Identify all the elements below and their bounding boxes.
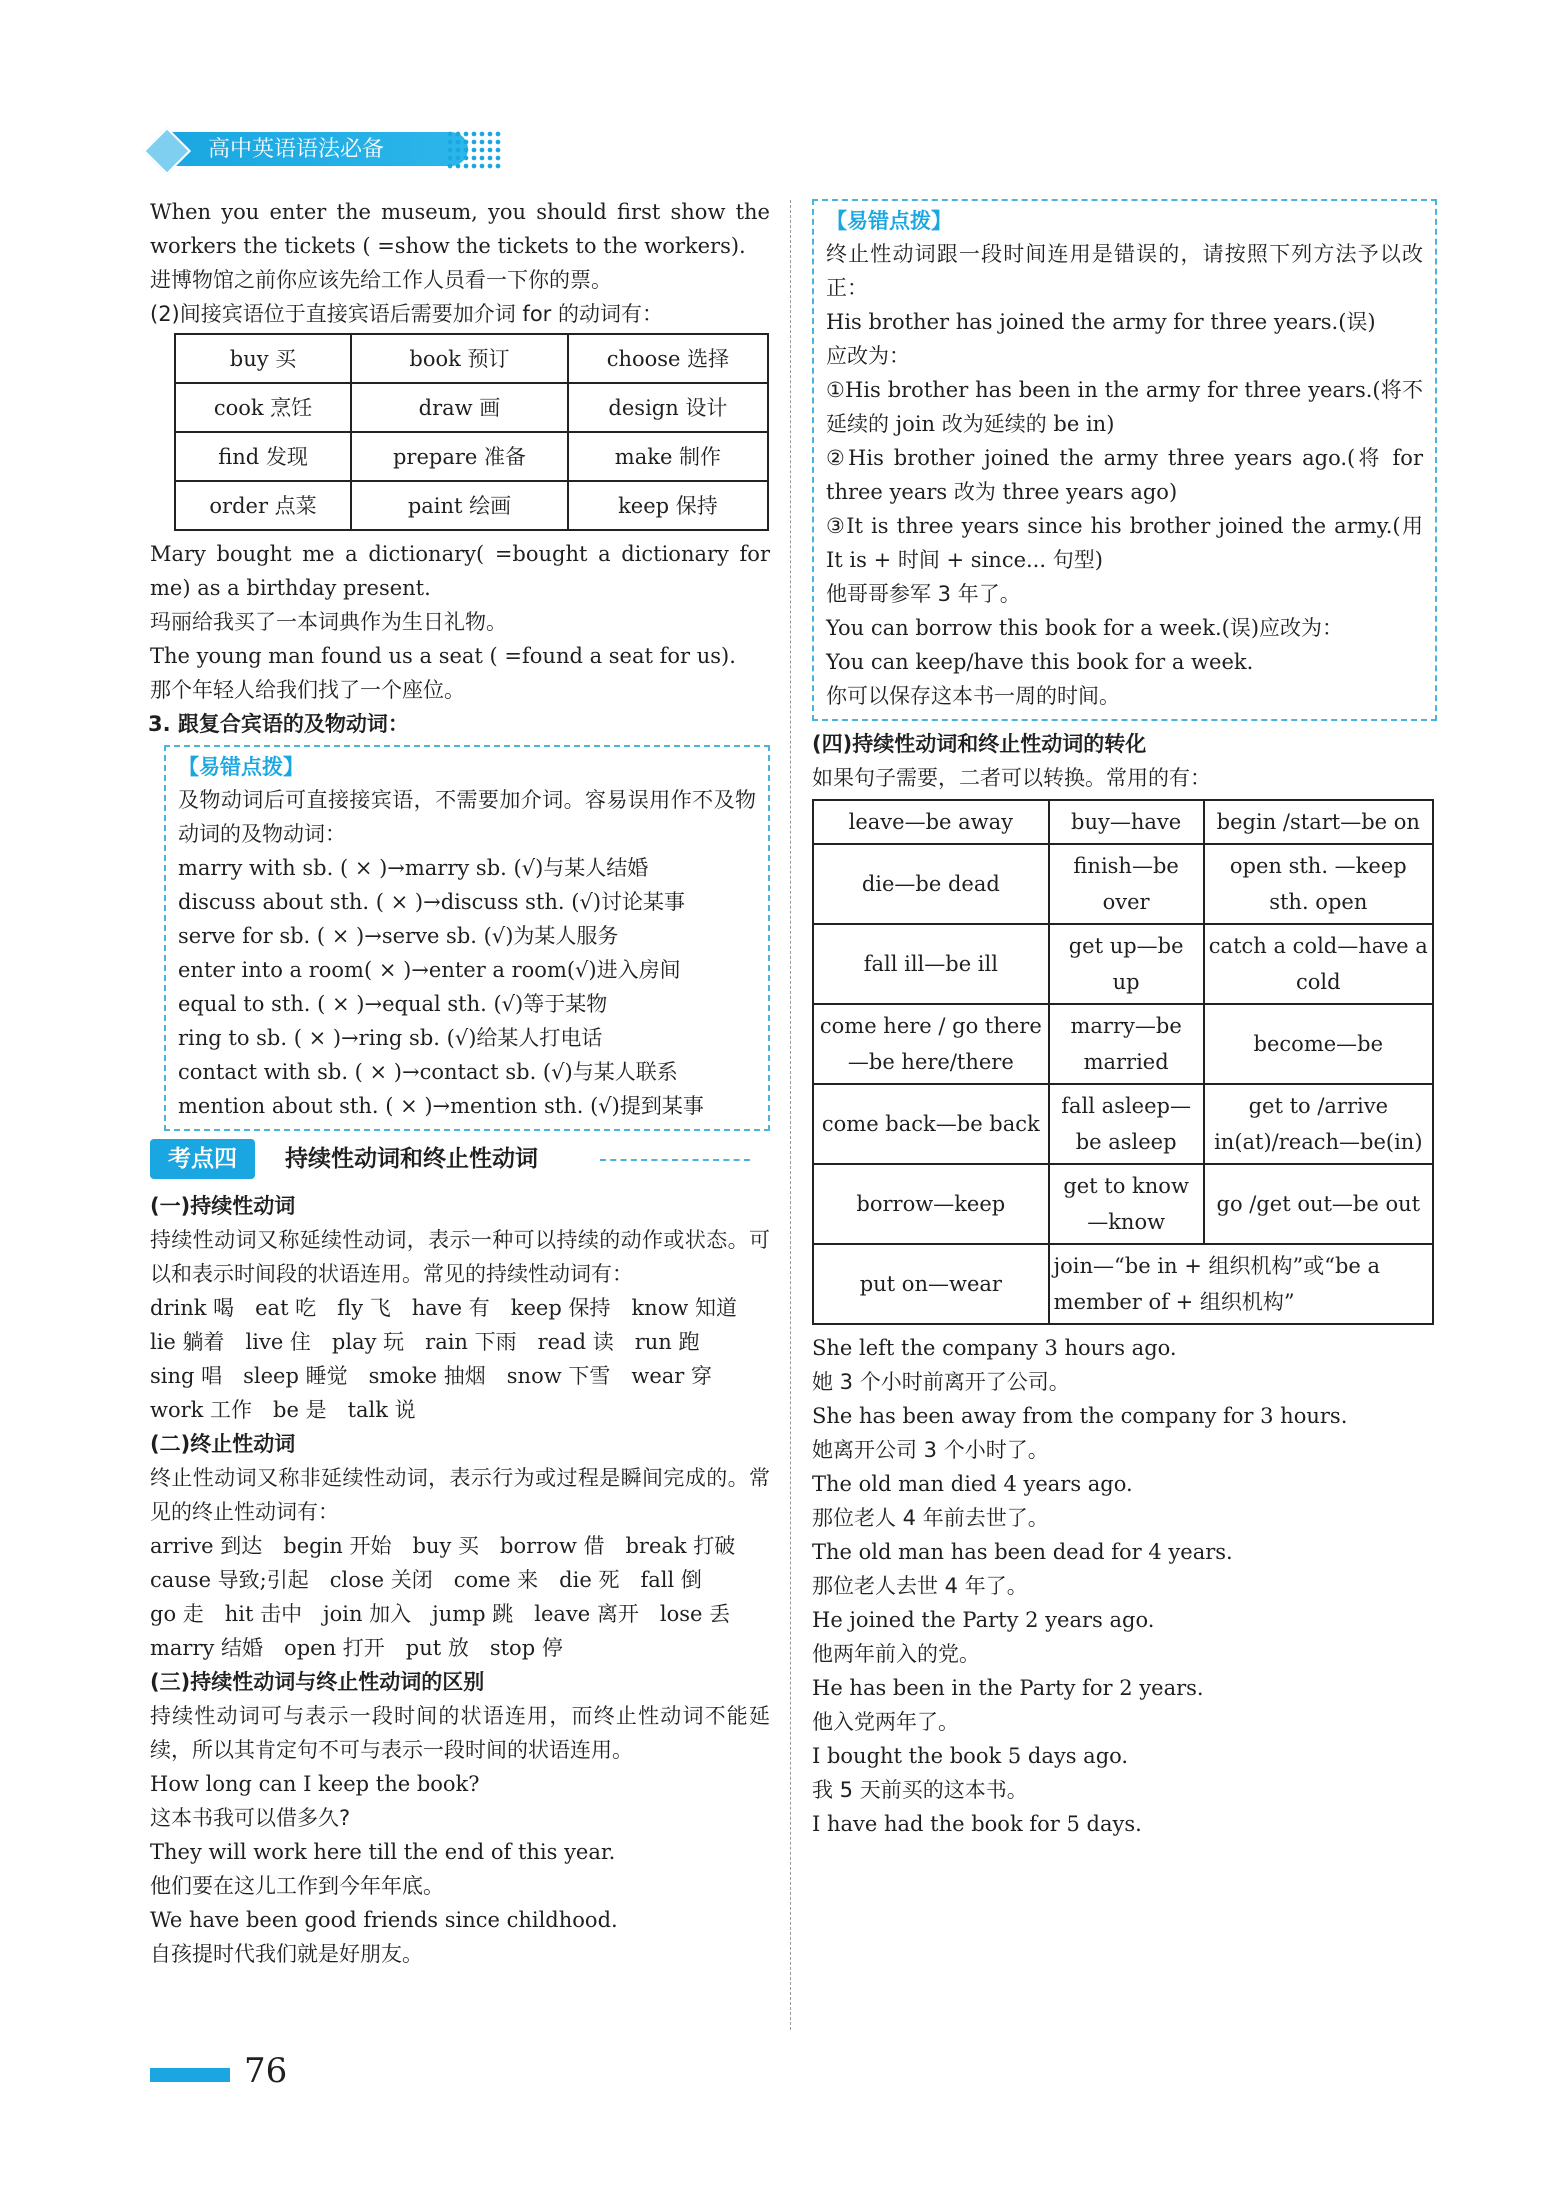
tip-line: marry with sb. ( × )→marry sb. (√)与某人结婚 xyxy=(178,856,649,880)
kaodian-title: 持续性动词和终止性动词 xyxy=(285,1146,538,1172)
kaodian-header xyxy=(150,1137,770,1181)
table-cell: buy—have xyxy=(1049,800,1204,844)
for-verbs-heading: (2)间接宾语位于直接宾语后需要加介词 for 的动词有： xyxy=(150,302,663,326)
example-en: She left the company 3 hours ago. xyxy=(812,1336,1177,1360)
intro-cn: 进博物馆之前你应该先给工作人员看一下你的票。 xyxy=(150,268,612,292)
example-cn: 那位老人去世 4 年了。 xyxy=(812,1574,1028,1598)
tip-line: contact with sb. ( × )→contact sb. (√)与某人联系 xyxy=(178,1060,678,1084)
right-column xyxy=(812,195,1437,1841)
subsection-desc: 持续性动词又称延续性动词，表示一种可以持续的动作或状态。可以和表示时间段的状语连用。常见的持续性动词有： xyxy=(150,1228,770,1286)
table-row xyxy=(813,1004,1433,1084)
example-en: The old man has been dead for 4 years. xyxy=(812,1540,1233,1564)
table-cell: cook 烹饪 xyxy=(175,383,351,432)
example-en: The young man found us a seat ( =found a seat for us). xyxy=(150,644,736,668)
example-cn: 那个年轻人给我们找了一个座位。 xyxy=(150,678,465,702)
page-header xyxy=(150,128,505,172)
section-3-title: 3. 跟复合宾语的及物动词： xyxy=(148,712,409,736)
subsection-title: (三)持续性动词与终止性动词的区别 xyxy=(150,1670,485,1694)
table-cell: get to know—know xyxy=(1049,1164,1204,1244)
tip-line: His brother has joined the army for three years.(误) xyxy=(826,310,1376,334)
dot-pattern-icon xyxy=(446,130,502,170)
tip-line: 他哥哥参军 3 年了。 xyxy=(826,582,1021,606)
tip-line: You can borrow this book for a week.(误)应改为： xyxy=(826,616,1344,640)
tip-line: ②His brother joined the army three years ago.(将 for three years 改为 three years ago) xyxy=(826,446,1423,504)
footer-bar xyxy=(150,2068,230,2082)
example-cn: 她离开公司 3 个小时了。 xyxy=(812,1438,1049,1462)
example-en: He joined the Party 2 years ago. xyxy=(812,1608,1155,1632)
subsection-title: (二)终止性动词 xyxy=(150,1432,296,1456)
table-row xyxy=(175,432,768,481)
table-row xyxy=(813,800,1433,844)
conversion-table xyxy=(812,799,1434,1325)
tip-line: You can keep/have this book for a week. xyxy=(826,650,1254,674)
word-line: drink 喝 eat 吃 fly 飞 have 有 keep 保持 know 知道 xyxy=(150,1296,737,1320)
tip-title: 【易错点拨】 xyxy=(178,755,304,779)
table-row xyxy=(813,1084,1433,1164)
table-cell: make 制作 xyxy=(568,432,768,481)
dashed-rule xyxy=(600,1159,750,1161)
subsection-desc: 如果句子需要，二者可以转换。常用的有： xyxy=(812,766,1211,790)
table-cell: buy 买 xyxy=(175,334,351,383)
table-cell: catch a cold—have a cold xyxy=(1204,924,1433,1004)
column-divider xyxy=(790,200,791,2030)
example-cn: 那位老人 4 年前去世了。 xyxy=(812,1506,1049,1530)
example-cn: 他入党两年了。 xyxy=(812,1710,959,1734)
table-row xyxy=(813,924,1433,1004)
intro-en: When you enter the museum, you should first show the workers the tickets ( =show the tickets to the workers). xyxy=(150,200,770,258)
page-number: 76 xyxy=(244,2051,288,2091)
tip-line: serve for sb. ( × )→serve sb. (√)为某人服务 xyxy=(178,924,619,948)
word-line: cause 导致;引起 close 关闭 come 来 die 死 fall 倒 xyxy=(150,1568,702,1592)
table-cell: become—be xyxy=(1204,1004,1433,1084)
table-cell: paint 绘画 xyxy=(351,481,568,530)
table-cell: put on—wear xyxy=(813,1244,1049,1324)
table-cell: join—“be in + 组织机构”或“be a member of + 组织机构” xyxy=(1049,1244,1433,1324)
word-line: lie 躺着 live 住 play 玩 rain 下雨 read 读 run 跑 xyxy=(150,1330,700,1354)
word-line: arrive 到达 begin 开始 buy 买 borrow 借 break 打破 xyxy=(150,1534,736,1558)
subsection-desc: 终止性动词又称非延续性动词，表示行为或过程是瞬间完成的。常见的终止性动词有： xyxy=(150,1466,770,1524)
tip-line: 你可以保存这本书一周的时间。 xyxy=(826,684,1120,708)
table-cell: open sth. —keep sth. open xyxy=(1204,844,1433,924)
tip-box xyxy=(812,199,1437,721)
table-row xyxy=(813,1244,1433,1324)
table-cell: marry—be married xyxy=(1049,1004,1204,1084)
for-verbs-table xyxy=(174,333,769,531)
table-cell: prepare 准备 xyxy=(351,432,568,481)
table-cell: leave—be away xyxy=(813,800,1049,844)
example-cn: 他们要在这儿工作到今年年底。 xyxy=(150,1874,444,1898)
book-title: 高中英语语法必备 xyxy=(208,137,385,162)
example-en: She has been away from the company for 3 hours. xyxy=(812,1404,1348,1428)
table-cell: get to /arrive in(at)/reach—be(in) xyxy=(1204,1084,1433,1164)
word-line: go 走 hit 击中 join 加入 jump 跳 leave 离开 lose 丢 xyxy=(150,1602,731,1626)
table-row xyxy=(813,1164,1433,1244)
table-row xyxy=(813,844,1433,924)
left-column xyxy=(150,195,770,1971)
subsection-desc: 持续性动词可与表示一段时间的状语连用，而终止性动词不能延续，所以其肯定句不可与表示一段时间的状语连用。 xyxy=(150,1704,770,1762)
kaodian-badge: 考点四 xyxy=(150,1139,255,1179)
table-cell: begin /start—be on xyxy=(1204,800,1433,844)
example-en: He has been in the Party for 2 years. xyxy=(812,1676,1204,1700)
subsection-title: (四)持续性动词和终止性动词的转化 xyxy=(812,732,1147,756)
tip-box xyxy=(164,745,770,1131)
word-line: marry 结婚 open 打开 put 放 stop 停 xyxy=(150,1636,563,1660)
example-en: I bought the book 5 days ago. xyxy=(812,1744,1129,1768)
example-en: The old man died 4 years ago. xyxy=(812,1472,1133,1496)
table-cell: come here / go there—be here/there xyxy=(813,1004,1049,1084)
word-line: sing 唱 sleep 睡觉 smoke 抽烟 snow 下雪 wear 穿 xyxy=(150,1364,712,1388)
example-cn: 他两年前入的党。 xyxy=(812,1642,980,1666)
tip-line: equal to sth. ( × )→equal sth. (√)等于某物 xyxy=(178,992,608,1016)
example-en: Mary bought me a dictionary( =bought a dictionary for me) as a birthday present. xyxy=(150,542,770,600)
tip-title: 【易错点拨】 xyxy=(826,209,952,233)
tip-line: ①His brother has been in the army for three years.(将不延续的 join 改为延续的 be in) xyxy=(826,378,1423,436)
table-row xyxy=(175,481,768,530)
example-cn: 她 3 个小时前离开了公司。 xyxy=(812,1370,1070,1394)
table-cell: draw 画 xyxy=(351,383,568,432)
table-cell: borrow—keep xyxy=(813,1164,1049,1244)
tip-line: 应改为： xyxy=(826,344,910,368)
example-en: I have had the book for 5 days. xyxy=(812,1812,1142,1836)
table-cell: book 预订 xyxy=(351,334,568,383)
subsection-title: (一)持续性动词 xyxy=(150,1194,296,1218)
example-en: We have been good friends since childhood. xyxy=(150,1908,618,1932)
tip-line: ring to sb. ( × )→ring sb. (√)给某人打电话 xyxy=(178,1026,603,1050)
example-en: How long can I keep the book? xyxy=(150,1772,480,1796)
table-cell: find 发现 xyxy=(175,432,351,481)
word-line: work 工作 be 是 talk 说 xyxy=(150,1398,416,1422)
table-cell: design 设计 xyxy=(568,383,768,432)
example-cn: 我 5 天前买的这本书。 xyxy=(812,1778,1028,1802)
table-cell: fall asleep—be asleep xyxy=(1049,1084,1204,1164)
example-cn: 这本书我可以借多久? xyxy=(150,1806,351,1830)
tip-line: 终止性动词跟一段时间连用是错误的，请按照下列方法予以改正： xyxy=(826,242,1423,300)
tip-line: ③It is three years since his brother joined the army.(用 It is + 时间 + since... 句型) xyxy=(826,514,1423,572)
example-cn: 玛丽给我买了一本词典作为生日礼物。 xyxy=(150,610,507,634)
table-cell: die—be dead xyxy=(813,844,1049,924)
tip-line: discuss about sth. ( × )→discuss sth. (√)讨论某事 xyxy=(178,890,686,914)
example-en: They will work here till the end of this year. xyxy=(150,1840,616,1864)
table-cell: get up—be up xyxy=(1049,924,1204,1004)
table-cell: choose 选择 xyxy=(568,334,768,383)
table-cell: go /get out—be out xyxy=(1204,1164,1433,1244)
table-cell: keep 保持 xyxy=(568,481,768,530)
tip-line: mention about sth. ( × )→mention sth. (√)提到某事 xyxy=(178,1094,704,1118)
table-cell: come back—be back xyxy=(813,1084,1049,1164)
table-row xyxy=(175,334,768,383)
table-row xyxy=(175,383,768,432)
tip-line: 及物动词后可直接接宾语，不需要加介词。容易误用作不及物动词的及物动词： xyxy=(178,788,756,846)
example-cn: 自孩提时代我们就是好朋友。 xyxy=(150,1942,423,1966)
table-cell: order 点菜 xyxy=(175,481,351,530)
table-cell: fall ill—be ill xyxy=(813,924,1049,1004)
table-cell: finish—be over xyxy=(1049,844,1204,924)
tip-line: enter into a room( × )→enter a room(√)进入房间 xyxy=(178,958,681,982)
